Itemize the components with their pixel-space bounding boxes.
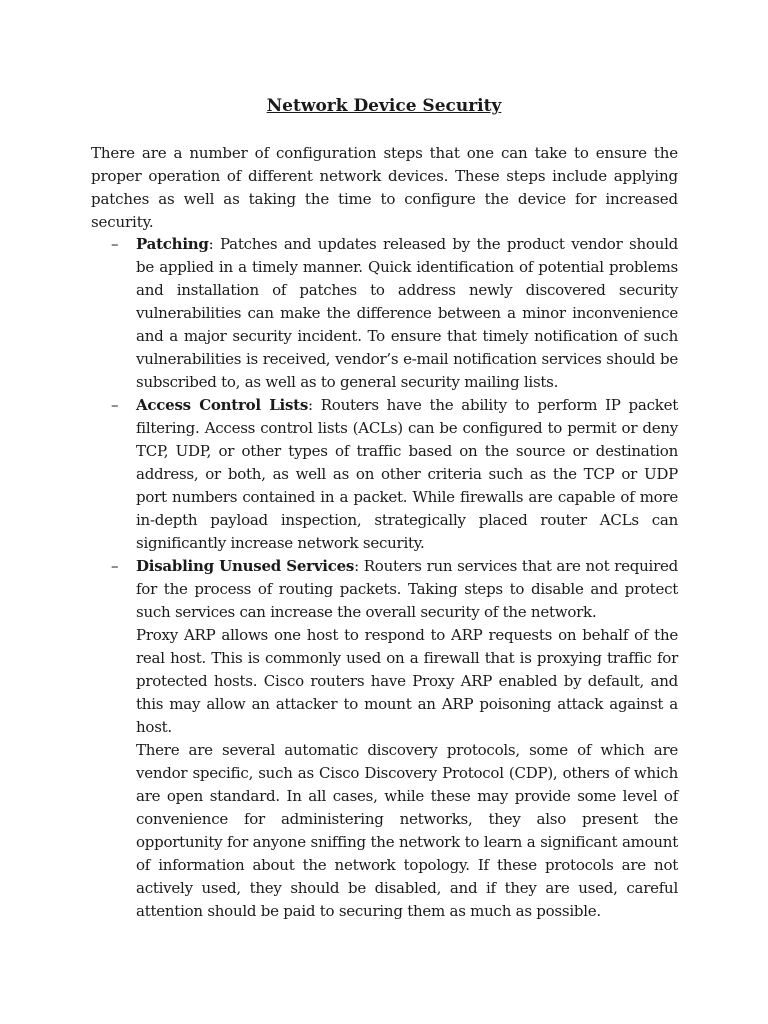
security-steps-list <box>91 233 678 923</box>
item-term: Access Control Lists <box>136 396 309 414</box>
discovery-protocols-paragraph: There are several automatic discovery protocols, some of which are vendor specific, such as Cisco Discovery Protocol (CDP), others of which are open standard. In all cases, while these may provide some level of convenience for administering networks, they also present the opportunity for anyone sniffing the network to learn a significant amount of information about the network topology. If these protocols are not actively used, they should be disabled, and if they are used, careful attention should be paid to securing them as much as possible. <box>136 741 678 920</box>
item-paragraph <box>136 394 678 555</box>
document-title: Network Device Security <box>266 96 502 116</box>
item-text: Routers have the ability to perform IP packet filtering. Access control lists (ACLs) can be configured to permit or deny TCP, UDP, or other types of traffic based on the source or destination address, or both, as well as on other criteria such as the TCP or UDP port numbers contained in a packet. While firewalls are capable of more in-depth payload inspection, strategically placed router ACLs can significantly increase network security. <box>136 396 678 552</box>
item-paragraph <box>136 555 678 624</box>
bullet-dash: – <box>111 396 119 414</box>
list-item-patching <box>91 233 678 394</box>
item-term: Patching <box>136 235 209 253</box>
proxy-arp-paragraph: Proxy ARP allows one host to respond to ARP requests on behalf of the real host. This is commonly used on a firewall that is proxying traffic for protected hosts. Cisco routers have Proxy ARP enabled by default, and this may allow an attacker to mount an ARP poisoning attack against a host. <box>136 626 678 736</box>
item-separator: : <box>208 235 214 253</box>
item-text: Patches and updates released by the product vendor should be applied in a timely manner. Quick identification of potential problems and installation of patches to address newly discovered security vulnerabilities can make the difference between a minor inconvenience and a major security incident. To ensure that timely notification of such vulnerabilities is received, vendor’s e-mail notification services should be subscribed to, as well as to general security mailing lists. <box>136 235 678 391</box>
bullet-dash: – <box>111 235 119 253</box>
list-item-access-control-lists <box>91 394 678 555</box>
intro-paragraph: There are a number of configuration steps that one can take to ensure the proper operation of different network devices. These steps include applying patches as well as taking the time to configure the device for increased security. <box>91 144 678 231</box>
bullet-dash: – <box>111 557 119 575</box>
list-item-disabling-unused-services <box>91 555 678 923</box>
item-paragraph <box>136 233 678 394</box>
item-term: Disabling Unused Services <box>136 557 355 575</box>
item-separator: : <box>354 557 359 575</box>
item-text: Routers run services that are not required for the process of routing packets. Taking steps to disable and protect such services can increase the overall security of the network. <box>136 557 678 621</box>
item-separator: : <box>308 396 313 414</box>
